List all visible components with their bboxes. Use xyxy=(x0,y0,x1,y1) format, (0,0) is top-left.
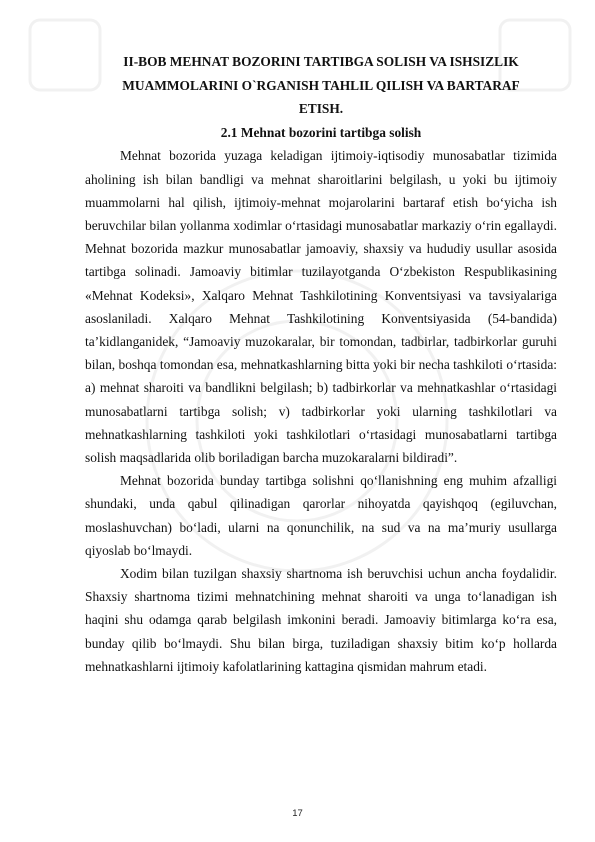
chapter-title-line-1: II-BOB MEHNAT BOZORINI TARTIBGA SOLISH VA ISHSIZLIK xyxy=(123,54,519,69)
chapter-title-line-2: MUAMMOLARINI O`RGANISH TAHLIL QILISH VA BARTARAF xyxy=(122,77,520,93)
document-page xyxy=(85,50,557,678)
paragraph-3: Xodim bilan tuzilgan shaxsiy shartnoma ish beruvchisi uchun ancha foydalidir. Shaxsiy shartnoma tizimi mehnatchining mehnat sharoiti va unga to‘lanadigan ish haqini shu odamga qarab belgilash imkonini beradi. Jamoaviy bitimlarga ko‘ra esa, bunday qilib bo‘lmaydi. Shu bilan birga, tuziladigan shaxsiy bitim ko‘p hollarda mehnatkashlarni ijtimoiy kafolatlarining kattagina qismidan mahrum etadi. xyxy=(85,566,557,674)
chapter-title-line-3: ETISH. xyxy=(298,101,344,117)
chapter-title xyxy=(85,50,557,121)
page-number: 17 xyxy=(292,808,303,819)
section-title: 2.1 Mehnat bozorini tartibga solish xyxy=(220,124,422,140)
paragraph-2: Mehnat bozorida bunday tartibga solishni qo‘llanishning eng muhim afzalligi shundaki, unda qabul qilinadigan qarorlar nihoyatda qayishqoq (egiluvchan, moslashuvchan) bo‘ladi, ularni na qonunchilik, na sud va na ma’muriy usullarga qiyoslab bo‘lmaydi. xyxy=(85,473,557,558)
paragraph-1: Mehnat bozorida yuzaga keladigan ijtimoiy-iqtisodiy munosabatlar tizimida aholining ish bilan bandligi va mehnat sharoitlarini belgilash, u yoki bu ijtimoiy muammolarni hal qilish, ijtimoiy-mehnat mojarolarini bartaraf etish bo‘yicha ish beruvchilar bilan yollanma xodimlar o‘rtasidagi munosabatlar markaziy o‘rin egallaydi. Mehnat bozorida mazkur munosabatlar jamoaviy, shaxsiy va hududiy usullar asosida tartibga solinadi. Jamoaviy bitimlar tuzilayotganda O‘zbekiston Respublikasining «Mehnat Kodeksi», Xalqaro Mehnat Tashkilotining Konventsiyasi va tavsiyalariga asoslaniladi. Xalqaro Mehnat Tashkilotining Konventsiyasida (54-bandida) ta’kidlanganidek, “Jamoaviy muzokaralar, bir tomondan, tadbirlar, tadbirkorlar guruhi bilan, boshqa tomondan esa, mehnatkashlarning bitta yoki bir necha tashkiloti o‘rtasida: a) mehnat sharoiti va bandlikni belgilash; b) tadbirkorlar va mehnatkashlar o‘rtasidagi munosabatlarni tartibga solish; v) tadbirkorlar yoki ularning tashkilotlari va mehnatkashlarning tashkiloti yoki tashkilotlari o‘rtasidagi munosabatlarni tartibga solish maqsadlarida olib boriladigan barcha muzokaralarni bildiradi”. xyxy=(85,148,557,466)
